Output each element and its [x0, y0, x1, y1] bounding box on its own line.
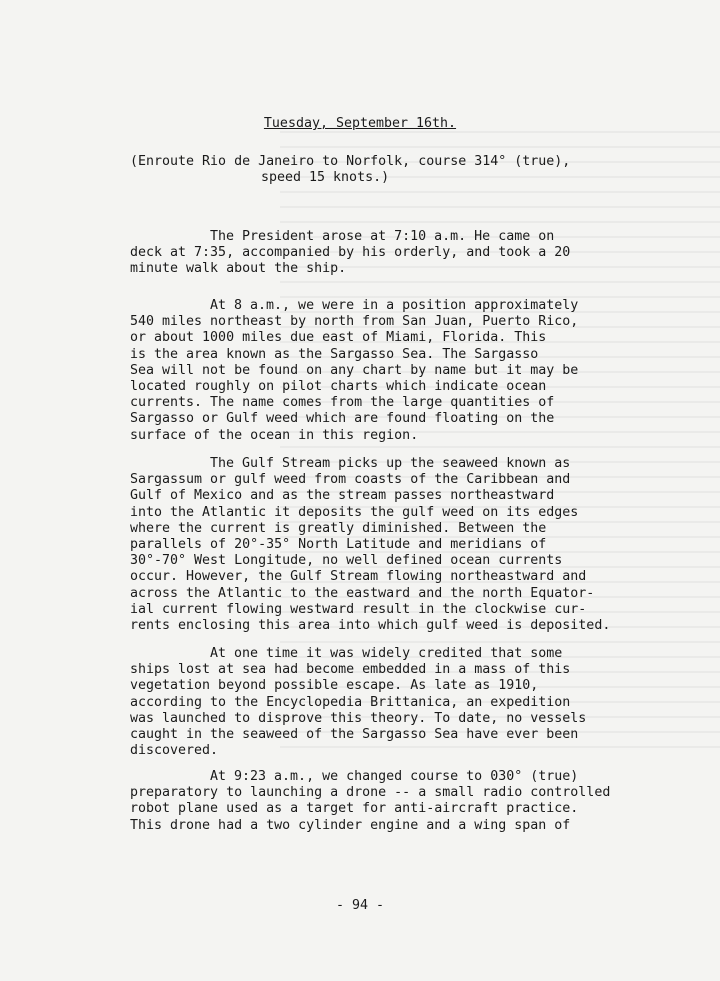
paragraph-2 [130, 298, 578, 444]
paragraph-1 [130, 229, 570, 278]
paragraph-line: occur. However, the Gulf Stream flowing northeastward and [130, 569, 587, 585]
paragraph-line: is the area known as the Sargasso Sea. The Sargasso [130, 346, 539, 362]
paragraph-line: ial current flowing westward result in the clockwise cur- [130, 601, 587, 617]
route-line-2: speed 15 knots.) [261, 170, 390, 186]
paragraph-line: robot plane used as a target for anti-aircraft practice. [130, 801, 579, 817]
paragraph-line: according to the Encyclopedia Brittanica, an expedition [130, 694, 571, 710]
route-line-1: (Enroute Rio de Janeiro to Norfolk, course 314° (true), [130, 154, 571, 169]
paragraph-line: discovered. [130, 743, 219, 759]
paragraph-line: Sargasso or Gulf weed which are found floating on the [130, 411, 555, 427]
paragraph-3 [130, 456, 610, 634]
paragraph-line: ships lost at sea had become embedded in a mass of this [130, 662, 571, 678]
paragraph-line: where the current is greatly diminished. Between the [130, 520, 547, 536]
paragraph-line: minute walk about the ship. [130, 261, 347, 277]
paragraph-line: The Gulf Stream picks up the seaweed known as [210, 456, 571, 471]
paragraph-line: 30°-70° West Longitude, no well defined ocean currents [130, 553, 563, 569]
paragraph-line: parallels of 20°-35° North Latitude and meridians of [130, 536, 547, 552]
paragraph-line: vegetation beyond possible escape. As late as 1910, [130, 678, 539, 694]
paragraph-line: At 8 a.m., we were in a position approximately [210, 298, 579, 313]
paragraph-line: At one time it was widely credited that some [210, 646, 563, 661]
paragraph-line: or about 1000 miles due east of Miami, Florida. This [130, 330, 547, 346]
paragraph-line: Sea will not be found on any chart by name but it may be [130, 362, 579, 378]
page-number: - 94 - [335, 898, 385, 913]
paragraph-line: rents enclosing this area into which gulf weed is deposited. [130, 617, 611, 633]
paragraph-line: surface of the ocean in this region. [130, 427, 419, 443]
paragraph-line: currents. The name comes from the large quantities of [130, 395, 555, 411]
paragraph-line: At 9:23 a.m., we changed course to 030° (true) [210, 769, 579, 784]
paragraph-line: into the Atlantic it deposits the gulf weed on its edges [130, 504, 579, 520]
paragraph-line: deck at 7:35, accompanied by his orderly, and took a 20 [130, 245, 571, 261]
paragraph-line: Sargassum or gulf weed from coasts of the Caribbean and [130, 472, 571, 488]
paragraph-line: caught in the seaweed of the Sargasso Sea have ever been [130, 726, 579, 742]
paragraph-5 [130, 769, 610, 834]
paragraph-line: was launched to disprove this theory. To date, no vessels [130, 710, 587, 726]
paragraph-line: The President arose at 7:10 a.m. He came on [210, 229, 555, 244]
paragraph-line: located roughly on pilot charts which indicate ocean [130, 378, 547, 394]
paragraph-line: Gulf of Mexico and as the stream passes northeastward [130, 488, 555, 504]
page-title: Tuesday, September 16th. [263, 116, 457, 131]
paragraph-4 [130, 646, 586, 759]
route-note [130, 154, 570, 186]
paragraph-line: 540 miles northeast by north from San Juan, Puerto Rico, [130, 314, 579, 330]
paragraph-line: preparatory to launching a drone -- a small radio controlled [130, 785, 611, 801]
paragraph-line: This drone had a two cylinder engine and a wing span of [130, 817, 571, 833]
paragraph-line: across the Atlantic to the eastward and the north Equator- [130, 585, 595, 601]
